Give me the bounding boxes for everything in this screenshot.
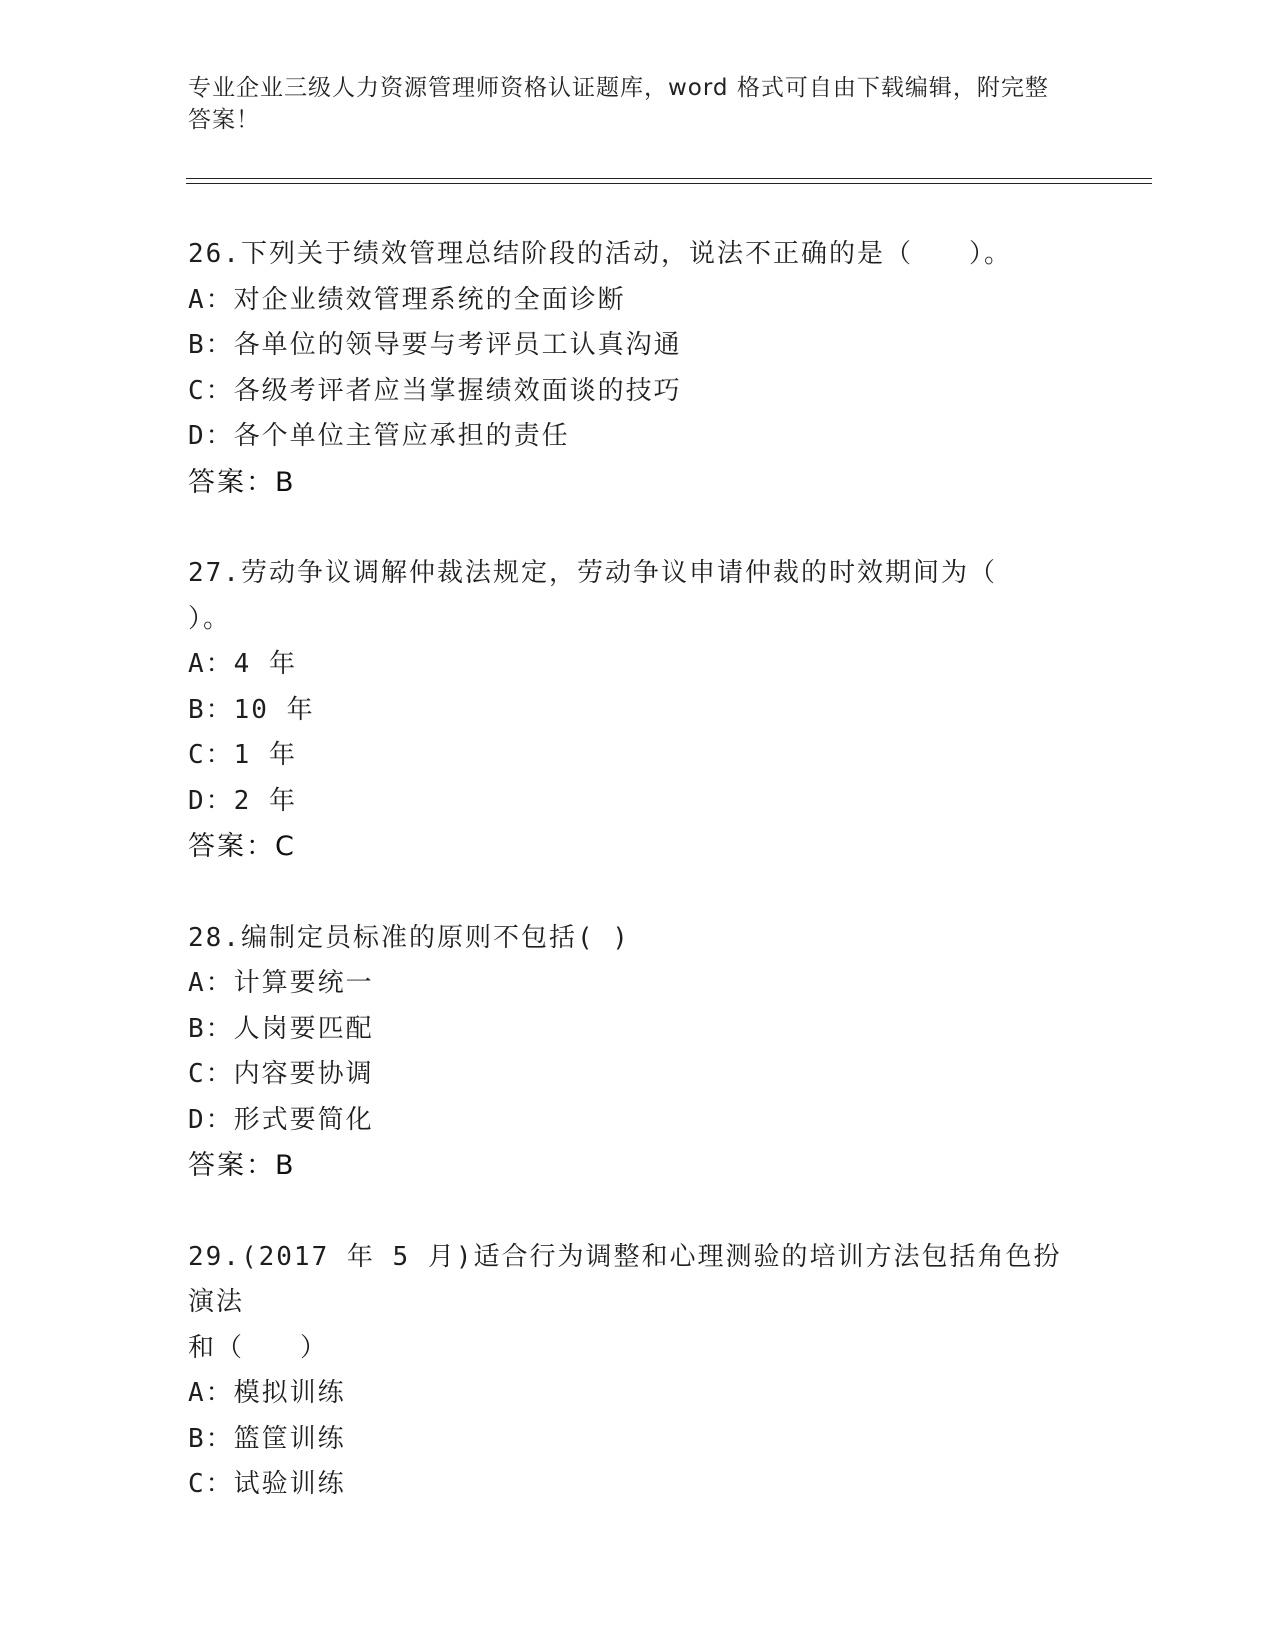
question-stem: 28.编制定员标准的原则不包括( ) (188, 922, 630, 953)
option-a: A：4 年 (188, 649, 297, 679)
option-b: B：篮筐训练 (188, 1423, 346, 1454)
question-27 (188, 551, 1088, 870)
question-stem-continued: 和（ ） (188, 1332, 329, 1363)
option-c: C：各级考评者应当掌握绩效面谈的技巧 (188, 375, 682, 406)
option-d: D：各个单位主管应承担的责任 (188, 421, 570, 451)
option-c: C：内容要协调 (188, 1059, 374, 1089)
header-divider-bottom (186, 183, 1152, 184)
question-stem: 27.劳动争议调解仲裁法规定，劳动争议申请仲裁的时效期间为（ (188, 558, 997, 588)
option-c: C：1 年 (188, 740, 297, 770)
option-a: A：对企业绩效管理系统的全面诊断 (188, 284, 626, 315)
answer-line: 答案：B (188, 466, 296, 498)
document-header (188, 72, 1088, 136)
question-stem: 26.下列关于绩效管理总结阶段的活动，说法不正确的是（ ）。 (188, 239, 1012, 269)
question-stem: 29.(2017 年 5 月)适合行为调整和心理测验的培训方法包括角色扮演法 (188, 1241, 1062, 1317)
option-a: A：计算要统一 (188, 968, 374, 998)
header-line-1: 专业企业三级人力资源管理师资格认证题库，word 格式可自由下载编辑，附完整 (188, 75, 1049, 101)
question-list (188, 232, 1088, 1508)
option-b: B：各单位的领导要与考评员工认真沟通 (188, 330, 682, 360)
option-b: B：人岗要匹配 (188, 1013, 374, 1044)
question-28 (188, 916, 1088, 1189)
answer-line: 答案：C (188, 831, 296, 862)
header-line-2: 答案！ (188, 107, 260, 133)
question-26 (188, 232, 1088, 505)
option-d: D：形式要简化 (188, 1104, 374, 1135)
option-d: D：2 年 (188, 785, 297, 816)
header-divider-top (186, 178, 1152, 179)
option-b: B：10 年 (188, 694, 315, 725)
question-29 (188, 1235, 1088, 1508)
answer-line: 答案：B (188, 1150, 296, 1181)
option-a: A：模拟训练 (188, 1378, 346, 1408)
question-stem-continued: ）。 (188, 603, 232, 634)
option-c: C：试验训练 (188, 1469, 346, 1499)
